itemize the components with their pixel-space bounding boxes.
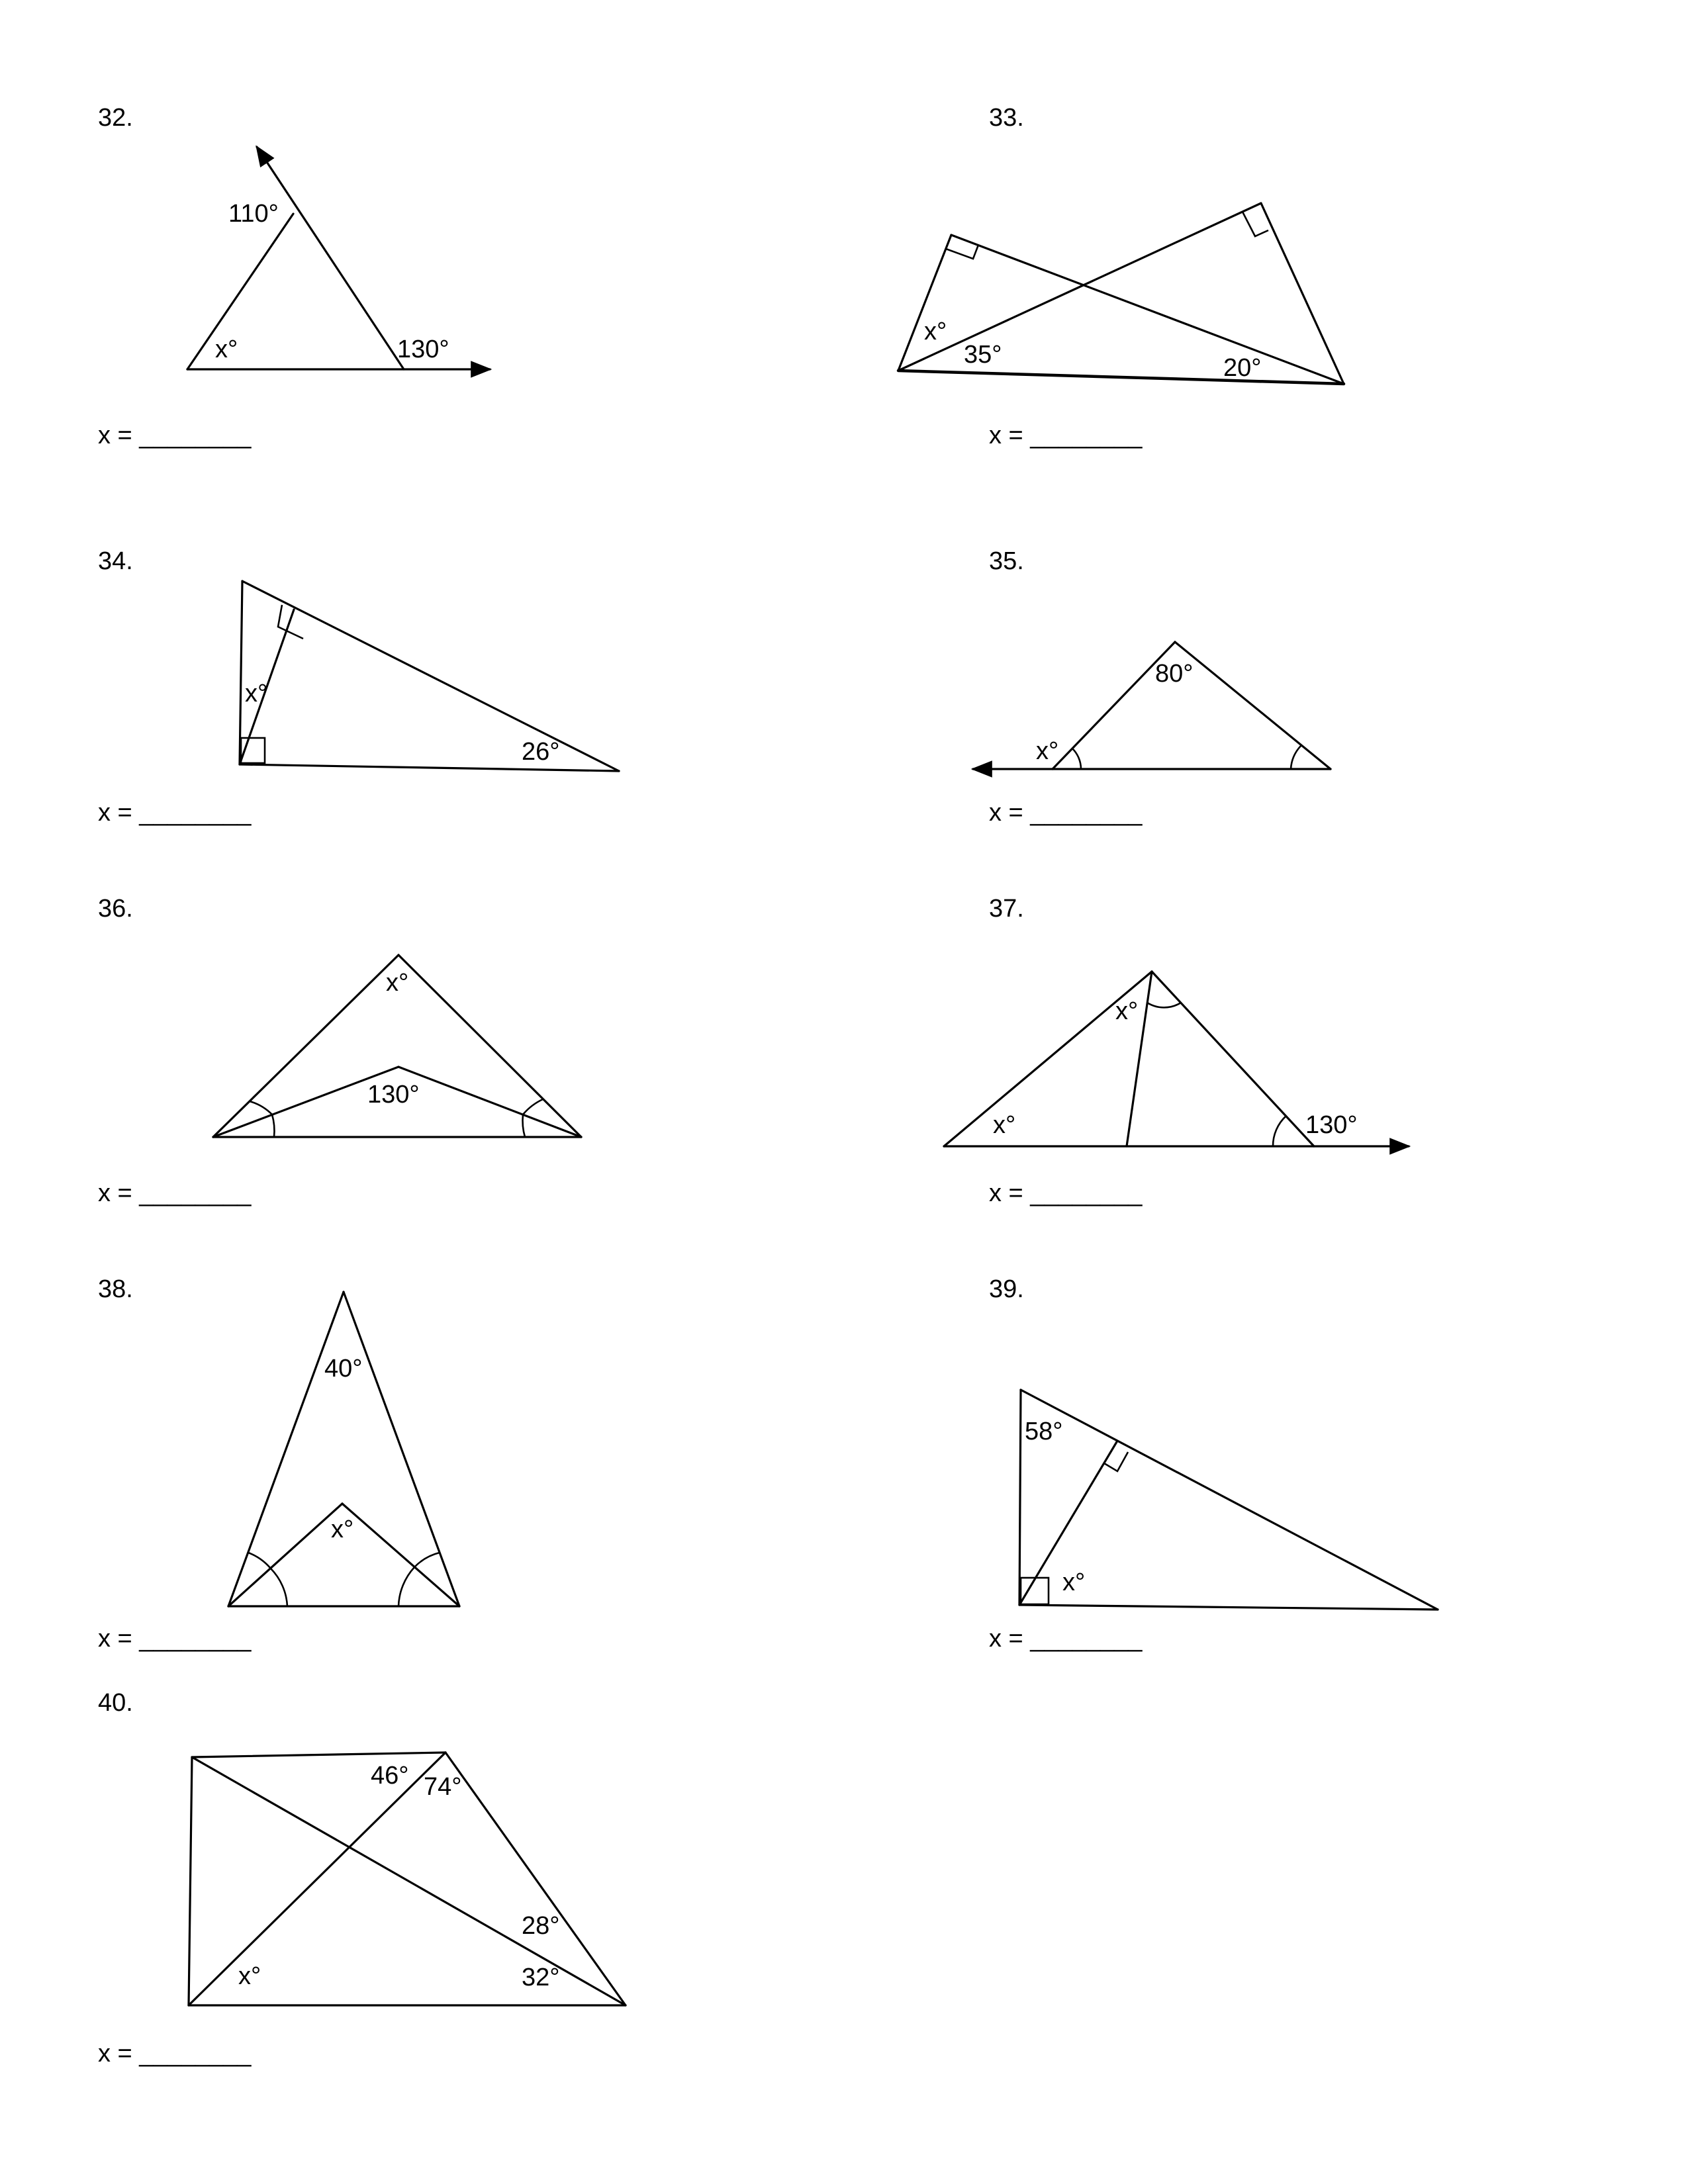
problem-37 [944, 895, 1409, 1207]
angle-label: x° [1036, 737, 1059, 765]
problem-number: 40. [98, 1689, 133, 1717]
angle-label: 20° [1223, 354, 1262, 382]
angle-label: x° [215, 336, 238, 363]
answer-prompt: x = ________ [989, 1179, 1143, 1207]
answer-prompt: x = ________ [98, 422, 252, 449]
answer-prompt: x = ________ [98, 2040, 252, 2068]
angle-label: 130° [1305, 1111, 1358, 1139]
answer-prompt: x = ________ [98, 1625, 252, 1653]
problem-number: 38. [98, 1275, 133, 1303]
answer-prompt: x = ________ [98, 799, 252, 827]
problem-34 [98, 547, 619, 827]
angle-label: x° [1115, 997, 1139, 1025]
answer-prompt: x = ________ [989, 422, 1143, 449]
problem-33 [898, 104, 1344, 449]
angle-label: x° [245, 680, 268, 707]
angle-label: 40° [324, 1355, 363, 1383]
problem-number: 33. [989, 104, 1024, 132]
problem-number: 37. [989, 895, 1024, 923]
angle-label: 74° [424, 1773, 462, 1801]
problem-number: 35. [989, 547, 1024, 575]
angle-label: x° [386, 969, 409, 997]
angle-label: x° [331, 1516, 354, 1543]
problem-number: 36. [98, 895, 133, 923]
problem-38 [98, 1275, 459, 1653]
answer-prompt: x = ________ [989, 1625, 1143, 1653]
problem-40 [98, 1689, 626, 2068]
angle-label: 58° [1025, 1418, 1063, 1445]
angle-label: 80° [1155, 660, 1194, 688]
answer-prompt: x = ________ [98, 1179, 252, 1207]
angle-label: 46° [371, 1762, 409, 1790]
answer-prompt: x = ________ [989, 799, 1143, 827]
problem-39 [989, 1275, 1438, 1653]
angle-label: x° [993, 1111, 1016, 1139]
problem-number: 32. [98, 104, 133, 132]
angle-label: 26° [522, 738, 560, 766]
problem-36 [98, 895, 581, 1207]
problem-number: 39. [989, 1275, 1024, 1303]
angle-label: 130° [367, 1081, 420, 1109]
problem-35 [973, 547, 1331, 827]
angle-label: 32° [522, 1964, 560, 1991]
angle-label: 110° [228, 200, 279, 228]
angle-label: 28° [522, 1912, 560, 1940]
problem-number: 34. [98, 547, 133, 575]
angle-label: x° [924, 318, 947, 345]
angle-label: 130° [397, 336, 449, 363]
angle-label: x° [1062, 1569, 1086, 1596]
problem-32 [98, 104, 490, 449]
angle-label: 35° [964, 341, 1002, 369]
angle-label: x° [238, 1962, 261, 1990]
